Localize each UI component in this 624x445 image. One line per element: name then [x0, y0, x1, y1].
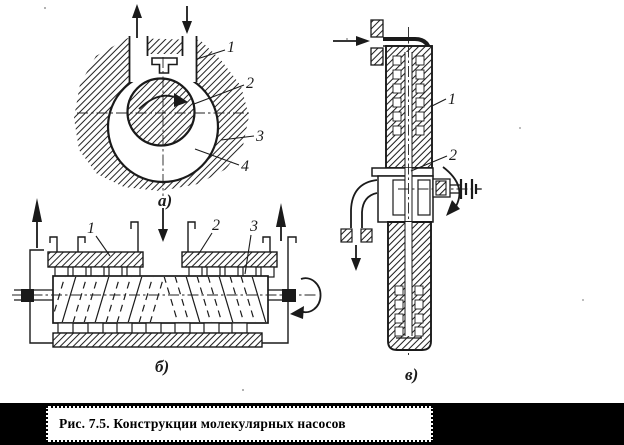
stator-bar-top-left — [48, 252, 143, 267]
stator-bar-bottom — [53, 333, 262, 347]
stator-teeth-bottom — [58, 323, 247, 333]
drive-housing — [372, 168, 433, 222]
stator-bar-top-right — [182, 252, 277, 267]
part-label: 1 — [227, 39, 235, 56]
exhaust-arrow-left — [32, 198, 42, 248]
figure-caption: Рис. 7.5. Конструкции молекулярных насосов — [59, 416, 346, 431]
caption-bar — [0, 403, 624, 445]
inlet-arrow-a — [182, 6, 192, 34]
flange-block-bottom — [371, 48, 383, 65]
rotor — [128, 79, 195, 146]
exhaust-arrow-v — [351, 245, 361, 271]
part-label: 3 — [250, 218, 258, 235]
flange-block-top — [371, 20, 383, 37]
subfigure-v-label: в) — [405, 365, 419, 384]
inlet-arrow-v — [333, 36, 370, 46]
part-label: 2 — [246, 75, 254, 92]
exhaust-arrow-a — [132, 4, 142, 38]
bearing-left — [21, 289, 34, 302]
subfigure-b — [12, 198, 321, 376]
bearing-right — [282, 289, 296, 302]
subfigure-v — [333, 20, 482, 384]
part-label: 2 — [212, 217, 220, 234]
subfigure-b-label: б) — [155, 357, 170, 376]
subfigure-a — [74, 4, 264, 210]
exhaust-arrow-right — [276, 203, 286, 241]
shaft-seal — [436, 181, 446, 195]
part-label: 4 — [241, 158, 249, 175]
part-label: 1 — [87, 220, 95, 237]
part-label: 3 — [256, 128, 264, 145]
figure-caption-box — [46, 406, 433, 442]
part-label: 1 — [448, 91, 456, 108]
part-label: 2 — [449, 147, 457, 164]
subfigure-a-label: а) — [158, 191, 173, 210]
exhaust-pipe-v — [341, 180, 377, 271]
inlet-arrow-b — [158, 208, 168, 242]
